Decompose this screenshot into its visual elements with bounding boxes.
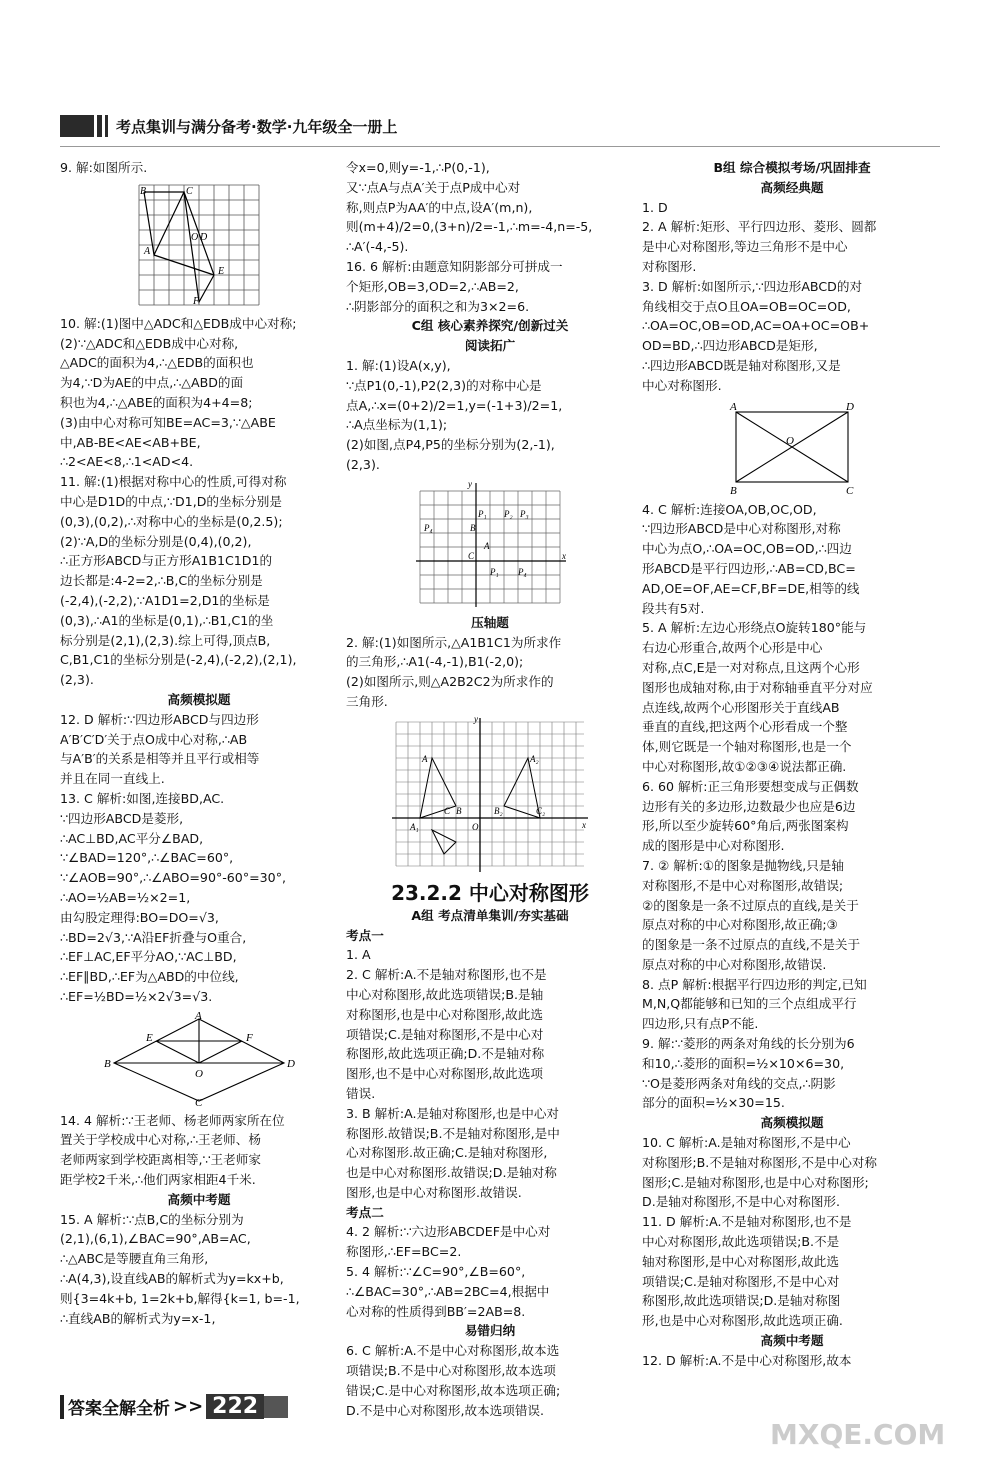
svg-text:B: B [470,522,476,533]
section-heading: 高频经典题 [760,179,824,195]
svg-text:E: E [218,265,225,277]
page-number: 222 [206,1394,264,1419]
answer-b10: 10. C 解析:A.是轴对称图形,不是中心 对称图形;B.不是轴对称图形,不是中心对称 图形;C.是轴对称图形,也是中心对称图形; D.是轴对称图形,不是中心对称图形. [642,1135,877,1210]
svg-text:C: C [195,1096,203,1109]
footer-bar-icon [60,1395,64,1419]
answer-b9: 9. 解:∵菱形的两条对角线的长分别为6 和10,∴菱形的面积=½×10×6=30, ∵O是菱形两条对角线的交点,∴阴影 部分的面积=½×30=15. [642,1036,855,1111]
answer-10: 10. 解:(1)图中△ADC和△EDB成中心对称; (2)∵△ADC和△EDB成中心对称, △ADC的面积为4,∴△EDB的面积也 为4,∵D为AE的中点,∴△ABD的面 积也为4,∴△ABE的面积为4+4=8; (3)由中心对称可知BE=AC=3,∵△ABE 中,AB-BE<AE<AB+BE, ∴2<AE<8,∴1<AD<4. [60,315,297,470]
svg-text:C: C [846,484,854,497]
section-heading: 压轴题 [471,614,509,630]
header-block-icon [60,115,94,137]
section-heading: 高频模拟题 [760,1115,824,1131]
answer-a3: 3. B 解析:A.是轴对称图形,也是中心对 称图形.故错误;B.不是轴对称图形,是中 心对称图形.故正确;C.是轴对称图形, 也是中心对称图形.故错误;D.是轴对称 图形,也是中心对称图形.故错误. [346,1105,560,1200]
svg-text:B: B [140,185,147,197]
figure-rhombus-q13 [104,1011,294,1107]
svg-text:C: C [186,185,193,197]
column-3 [642,158,942,1371]
svg-text:F: F [246,1031,253,1044]
svg-text:O: O [472,821,479,832]
svg-text:y: y [474,713,478,724]
answer-b7: 7. ② 解析:①的图象是抛物线,只是轴 对称图形,不是中心对称图形,故错误; ②的图象是一条不过原点的直线,是关于 原点对称的中心对称图形,故正确;③ 的图象是一条不过原点的直线,不是关于 原点对称的中心对称图形,故错误. [642,857,861,972]
svg-text:A: A [422,753,428,764]
answer-a5: 5. 4 解析:∵∠C=90°,∠B=60°, ∴∠BAC=30°,∴AB=2BC=4,根据中 心对称的性质得到BB′=2AB=8. [346,1264,550,1319]
answer-b5: 5. A 解析:左边心形绕点O旋转180°能与 右边心形重合,故两个心形是中心 对称,点C,E是一对对称点,且这两个心形 图形也成轴对称,由于对称轴垂直平分对应 点连线,故两个心形图形关于直线AB 垂直的直线,把这两个心形看成一个整 体,则它既是一个轴对称图形,也是一个 中心对称图形,故①②③④说法都正确. [642,620,873,774]
answer-c2: 2. 解:(1)如图所示,△A1B1C1为所求作 的三角形,∴A1(-4,-1),B1(-2,0); (2)如图所示,则△A2B2C2为所求作的 三角形. [346,634,562,709]
svg-text:B₂: B₂ [494,805,503,816]
svg-text:B: B [456,805,462,816]
svg-text:P₃: P₃ [520,508,529,519]
page-header [60,112,397,140]
figure-coordinate-grid-c1 [410,479,570,609]
svg-text:P₂: P₂ [504,508,513,519]
topic-heading: 考点二 [346,1204,384,1220]
svg-text:A: A [730,400,737,413]
answer-b6: 6. 60 解析:正三角形要想变成与正偶数 边形有关的多边形,边数最少也应是6边 形,所以至少旋转60°角后,两张图案构 成的图形是中心对称图形. [642,778,859,854]
svg-text:B: B [104,1057,111,1070]
topic-heading: 考点一 [346,927,384,943]
answer-b12: 12. D 解析:A.不是中心对称图形,故本 [642,1352,852,1368]
svg-text:y: y [468,478,472,489]
header-divider [60,146,940,147]
section-heading: 易错归纳 [464,1323,516,1339]
section-heading: C组 核心素养探究/创新过关 [411,318,569,334]
footer-block-icon [264,1396,288,1418]
watermark: MXQE.COM [770,1418,946,1451]
footer-label: 答案全解全析 [68,1399,170,1419]
answer-13: 13. C 解析:如图,连接BD,AC. ∵四边形ABCD是菱形, ∴AC⊥BD,AC平分∠BAD, ∵∠BAD=120°,∴∠BAC=60°, ∵∠AOB=90°,∴∠ABO=90°-60°=30°, ∴AO=½AB=½×2=1, 由勾股定理得:BO=DO=√3, ∴BD=2√3,∵A沿EF折叠与O重合, ∴EF⊥AC,EF平分AO,∵AC⊥BD, ∴EF∥BD,∴EF为△ABD的中位线, ∴EF=½BD=½×2√3=√3. [60,790,286,1004]
svg-text:A₁: A₁ [410,821,419,832]
answer-15: 15. A 解析:∵点B,C的坐标分别为 (2,1),(6,1),∠BAC=90°,AB=AC, ∴△ABC是等腰直角三角形, ∴A(4,3),设直线AB的解析式为y=kx+b, 则{3=4k+b, 1=2k+b,解得{k=1, b=-1, ∴直线AB的解析式为y=x-1, [60,1211,300,1326]
figure-grid-q9 [136,182,262,310]
svg-text:B: B [730,484,737,497]
svg-text:C: C [444,805,451,816]
svg-text:C: C [468,550,475,561]
section-heading: 高频模拟题 [167,691,231,707]
svg-text:O: O [191,231,199,243]
header-title: 考点集训与满分备考·数学·九年级全一册上 [116,117,398,136]
svg-text:P₁: P₁ [490,566,499,577]
svg-text:x: x [562,550,566,561]
answer-11: 11. 解:(1)根据对称中心的性质,可得对称 中心是D1D的中点,∵D1,D的坐标分别是 (0,3),(0,2),∴对称中心的坐标是(0,2.5); (2)∵A,D的坐标分别是(0,4),(0,2), ∴正方形ABCD与正方形A1B1C1D1的 边长都是:4-2=2,∴B,C的坐标分别是 (-2,4),(-2,2),∵A1D1=2,D1的坐标是 (0,3),∴A1的坐标是(0,1),∴B1,C1的坐 标分别是(2,1),(2,3).综上可得,顶点B, C,B1,C1的坐标分别是(-2,4),(-2,2),(2,1), (2,3). [60,474,297,688]
answer-14: 14. 4 解析:∵王老师、杨老师两家所在位 置关于学校成中心对称,∴王老师、杨 老师两家到学校距离相等,∵王老师家 距学校2千米,∴他们两家相距4千米. [60,1112,285,1188]
svg-text:A: A [195,1009,202,1022]
answer-12: 12. D 解析:∵四边形ABCD与四边形 A′B′C′D′关于点O成中心对称,∴AB 与A′B′的关系是相等并且平行或相等 并且在同一直线上. [60,711,260,787]
answer-b1: 1. D [642,199,668,215]
svg-text:O: O [195,1067,203,1080]
answer-a1: 1. A [346,947,371,963]
answer-b3: 3. D 解析:如图所示,∵四边形ABCD的对 角线相交于点O且OA=OB=OC=OD, ∴OA=OC,OB=OD,AC=OA+OC=OB+ OD=BD,∴四边形ABCD是矩形, ∴四边形ABCD既是轴对称图形,又是 中心对称图形. [642,278,870,393]
figure-coordinate-grid-c2 [390,713,590,876]
svg-text:D: D [287,1057,295,1070]
section-title: 23.2.2 中心对称图形 [391,880,589,905]
svg-text:D: D [200,231,208,243]
svg-text:P₄: P₄ [424,522,433,533]
answer-b4: 4. C 解析:连接OA,OB,OC,OD, ∵四边形ABCD是中心对称图形,对称 中心为点O,∴OA=OC,OB=OD,∴四边 形ABCD是平行四边形,∴AB=CD,BC= AD,OE=OF,AE=CF,BF=DE,相等的线 段共有5对. [642,501,860,616]
answer-15-cont: 令x=0,则y=-1,∴P(0,-1), 又∵点A与点A′关于点P成中心对 称,则点P为AA′的中点,设A′(m,n), 则(m+4)/2=0,(3+n)/2=-1,∴m=-4,n=-5, ∴A′(-4,-5). [346,160,593,255]
svg-text:x: x [582,819,586,830]
answer-b8: 8. 点P 解析:根据平行四边形的判定,已知 M,N,Q都能够和已知的三个点组成平行 四边形,只有点P不能. [642,976,867,1032]
answer-b2: 2. A 解析:矩形、平行四边形、菱形、圆都 是中心对称图形,等边三角形不是中心 对称图形. [642,219,877,274]
svg-text:A: A [484,540,490,551]
answer-9: 9. 解:如图所示. [60,160,148,175]
svg-text:P₁: P₁ [478,508,487,519]
section-heading: 阅读拓广 [464,338,516,354]
column-2 [346,158,634,1420]
column-1 [60,158,338,1328]
header-bar-icon [97,115,102,137]
section-heading: A组 考点清单集训/夯实基础 [411,907,569,923]
svg-text:E: E [146,1031,153,1044]
answer-b11: 11. D 解析:A.不是轴对称图形,也不是 中心对称图形,故此选项错误;B.不是 轴对称图形,是中心对称图形,故此选 项错误;C.是轴对称图形,不是中心对 称图形,故此选项错误;D.是轴对称图 形,也是中心对称图形,故此选项正确. [642,1214,852,1329]
svg-text:F: F [193,295,200,307]
svg-text:A: A [144,245,151,257]
page-footer [60,1394,288,1419]
chevron-right-icon: >> [173,1396,204,1417]
section-heading: 高频中考题 [167,1191,231,1207]
answer-a4: 4. 2 解析:∵六边形ABCDEF是中心对 称图形,∴EF=BC=2. [346,1224,551,1260]
svg-text:C₂: C₂ [536,805,546,816]
answer-c1: 1. 解:(1)设A(x,y), ∵点P1(0,-1),P2(2,3)的对称中心是 点A,∴x=(0+2)/2=1,y=(-1+3)/2=1, ∴A点坐标为(1,1); (2)如图,点P4,P5的坐标分别为(2,-1), (2,3). [346,357,563,472]
svg-text:O: O [786,434,794,447]
figure-rectangle-q3 [722,400,862,496]
section-heading: 高频中考题 [760,1333,824,1349]
answer-a2: 2. C 解析:A.不是轴对称图形,也不是 中心对称图形,故此选项错误;B.是轴 对称图形,也是中心对称图形,故此选 项错误;C.是轴对称图形,不是中心对 称图形,故此选项正确;D.不是轴对称 图形,也不是中心对称图形,故此选项 错误. [346,967,547,1101]
svg-text:A₂: A₂ [530,753,539,764]
header-bar-icon [105,115,108,137]
svg-text:D: D [846,400,854,413]
answer-16: 16. 6 解析:由题意知阴影部分可拼成一 个矩形,OB=3,OD=2,∴AB=2, ∴阴影部分的面积之和为3×2=6. [346,258,563,314]
section-heading: B组 综合模拟考场/巩固排查 [713,160,871,175]
answer-a6: 6. C 解析:A.不是中心对称图形,故本选 项错误;B.不是中心对称图形,故本选项 错误;C.是中心对称图形,故本选项正确; D.不是中心对称图形,故本选项错误. [346,1343,561,1418]
svg-text:P₄: P₄ [518,566,527,577]
